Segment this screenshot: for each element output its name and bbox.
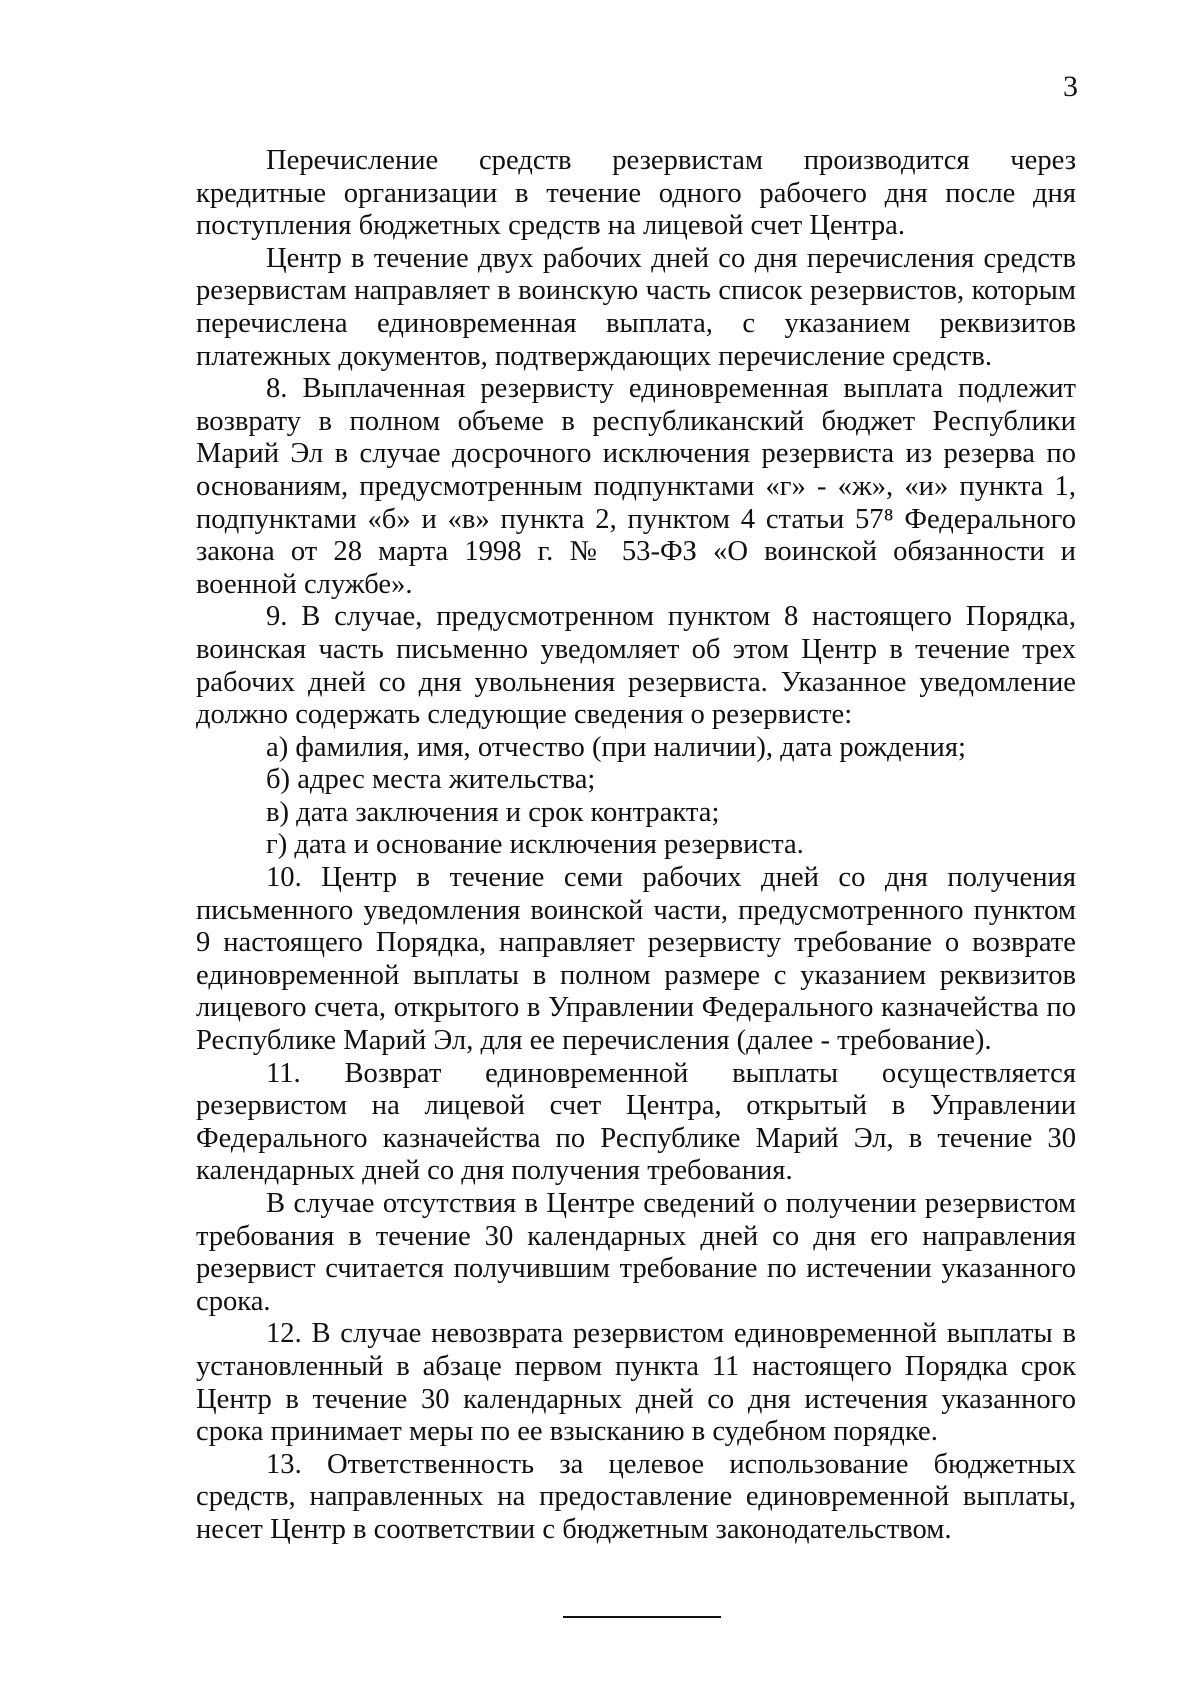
paragraph-item-12: 12. В случае невозврата резервистом единовременной выплаты в установленный в абзаце первом пункта 11 настоящего Порядка срок Центр в течение 30 календарных дней со дня истечения указанного срока принимает меры по ее взысканию в судебном порядке.: [196, 1318, 1076, 1448]
page-number: 3: [1063, 70, 1078, 103]
list-item-b: б) адрес места жительства;: [266, 764, 596, 796]
list-item-g: г) дата и основание исключения резервиста.: [266, 829, 804, 861]
paragraph-item-11-absence: В случае отсутствия в Центре сведений о получении резервистом требования в течение 30 календарных дней со дня его направления резервист считается получившим требование по истечении указанного срока.: [196, 1188, 1076, 1317]
document-body: [196, 145, 1076, 1547]
paragraph-reservist-list: Центр в течение двух рабочих дней со дня перечисления средств резервистам направляет в воинскую часть список резервистов, которым перечислена единовременная выплата, с указанием реквизитов платежных документов, подтверждающих перечисление средств.: [196, 242, 1076, 372]
list-item-v: в) дата заключения и срок контракта;: [266, 796, 720, 828]
closing-divider-line: [563, 1616, 721, 1618]
paragraph-item-9: 9. В случае, предусмотренном пунктом 8 настоящего Порядка, воинская часть письменно уведомляет об этом Центр в течение трех рабочих дней со дня увольнения резервиста. Указанное уведомление должно содержать следующие сведения о резервисте:: [196, 601, 1076, 731]
paragraph-transfer-of-funds: Перечисление средств резервистам производится через кредитные организации в течение одного рабочего дня после дня поступления бюджетных средств на лицевой счет Центра.: [196, 145, 1076, 242]
paragraph-item-10: 10. Центр в течение семи рабочих дней со дня получения письменного уведомления воинской части, предусмотренного пунктом 9 настоящего Порядка, направляет резервисту требование о возврате единовременной выплаты в полном размере с указанием реквизитов лицевого счета, открытого в Управлении Федерального казначейства по Республике Марий Эл, для ее перечисления (далее - требование).: [196, 862, 1076, 1057]
list-item-a: а) фамилия, имя, отчество (при наличии), дата рождения;: [266, 731, 966, 763]
paragraph-item-8: 8. Выплаченная резервисту единовременная выплата подлежит возврату в полном объеме в республиканский бюджет Республики Марий Эл в случае досрочного исключения резервиста из резерва по основаниям, предусмотренным подпунктами «г» - «ж», «и» пункта 1, подпунктами «б» и «в» пункта 2, пунктом 4 статьи 57⁸ Федерального закона от 28 марта 1998 г. № 53-ФЗ «О воинской обязанности и военной службе».: [196, 373, 1076, 600]
paragraph-item-13: 13. Ответственность за целевое использование бюджетных средств, направленных на предоставление единовременной выплаты, несет Центр в соответствии с бюджетным законодательством.: [196, 1448, 1076, 1545]
paragraph-item-11: 11. Возврат единовременной выплаты осуществляется резервистом на лицевой счет Центра, открытый в Управлении Федерального казначейства по Республике Марий Эл, в течение 30 календарных дней со дня получения требования.: [196, 1057, 1076, 1187]
